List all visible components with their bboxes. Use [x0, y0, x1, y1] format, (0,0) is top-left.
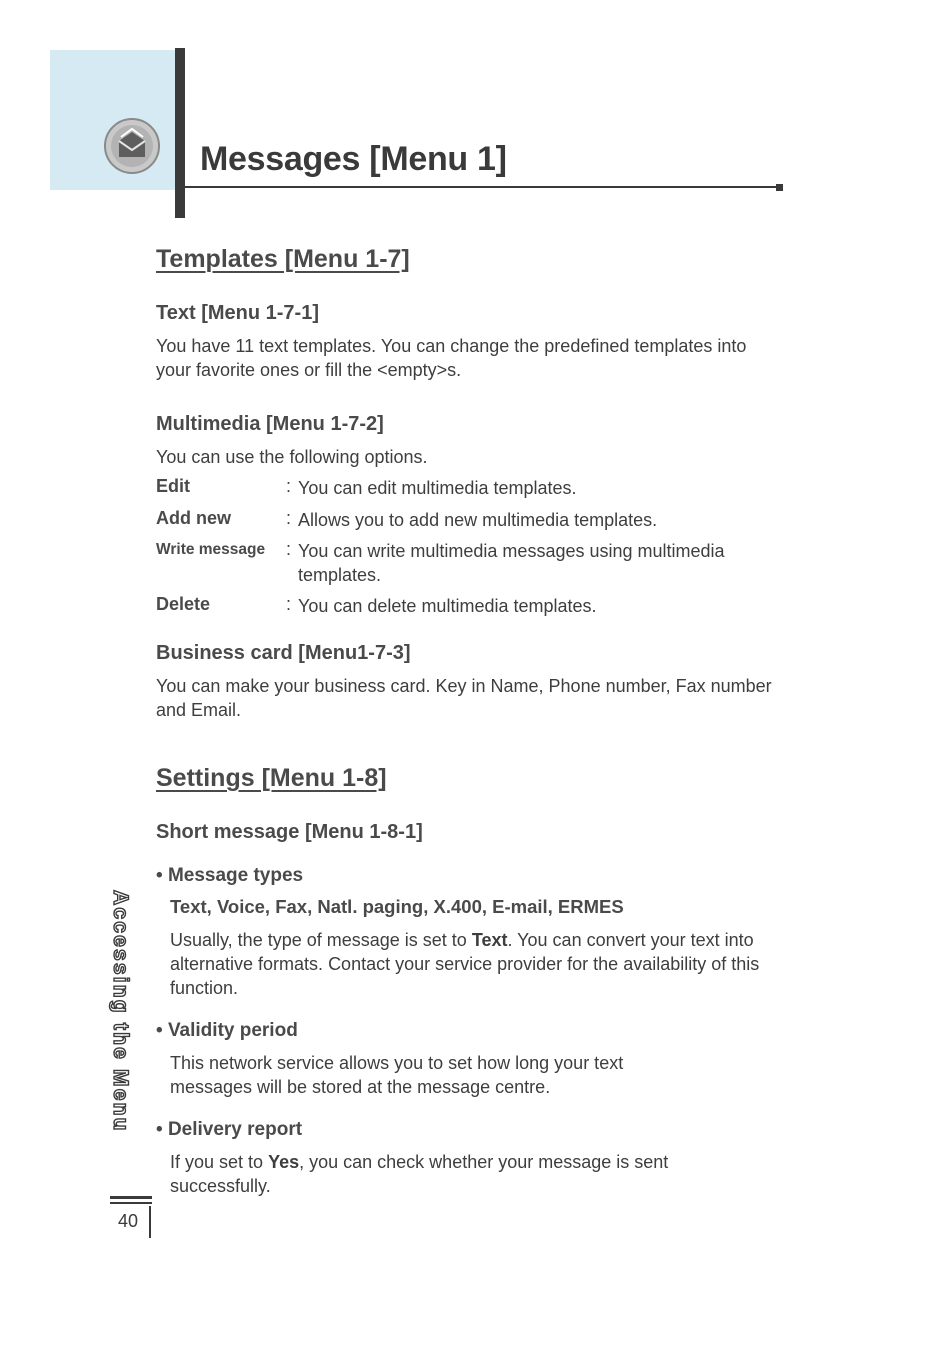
- delivery-report-body-bold: Yes: [268, 1152, 300, 1172]
- bullet-dot: •: [156, 865, 163, 886]
- bullet-delivery-report: [156, 1119, 302, 1141]
- delivery-report-body-post: , you can check whether your message is sent successfully.: [170, 1152, 669, 1196]
- validity-period-label: Validity period: [167, 1020, 298, 1041]
- settings-heading: Settings [Menu 1-8]: [156, 764, 387, 792]
- bullet-message-types: [156, 865, 303, 887]
- templates-heading: Templates [Menu 1-7]: [156, 245, 410, 273]
- option-term-delete: Delete: [156, 594, 211, 614]
- delivery-report-body-pre: If you set to: [170, 1152, 269, 1172]
- option-desc-edit: You can edit multimedia templates.: [298, 478, 577, 498]
- message-types-list: Text, Voice, Fax, Natl. paging, X.400, E-mail, ERMES: [170, 896, 624, 917]
- page-number-rule: [110, 1196, 152, 1199]
- business-card-heading: Business card [Menu1-7-3]: [156, 642, 411, 664]
- page-number-divider: [149, 1206, 151, 1238]
- option-colon: :: [286, 594, 292, 614]
- bullet-dot: •: [156, 1020, 163, 1041]
- option-desc-add-new: Allows you to add new multimedia templates.: [298, 510, 658, 530]
- section-side-label: Accessing the Menu: [109, 890, 132, 1133]
- option-colon: :: [286, 476, 292, 496]
- bullet-validity-period: [156, 1020, 298, 1042]
- page-number-rule-2: [110, 1202, 152, 1204]
- page-title: Messages [Menu 1]: [200, 140, 507, 178]
- option-colon: :: [286, 539, 292, 559]
- message-types-label: Message types: [167, 865, 304, 886]
- header-vertical-bar: [175, 48, 185, 218]
- option-term-add-new: Add new: [156, 508, 231, 528]
- page-number: 40: [118, 1211, 139, 1231]
- option-desc-delete: You can delete multimedia templates.: [298, 596, 597, 616]
- option-term-edit: Edit: [156, 476, 190, 496]
- text-templates-heading: Text [Menu 1-7-1]: [156, 302, 319, 324]
- multimedia-heading: Multimedia [Menu 1-7-2]: [156, 413, 384, 435]
- message-types-body: [170, 928, 780, 1000]
- header-rule: [185, 186, 780, 188]
- text-templates-body: You have 11 text templates. You can change the predefined templates into your favorite ones or fill the <empty>s.: [156, 336, 747, 380]
- envelope-icon: [103, 117, 161, 175]
- multimedia-intro: You can use the following options.: [156, 447, 428, 467]
- business-card-body: You can make your business card. Key in Name, Phone number, Fax number and Email.: [156, 676, 772, 720]
- option-term-write-message: Write message: [156, 541, 266, 558]
- validity-period-body: This network service allows you to set how long your text messages will be stored at the message centre.: [170, 1053, 624, 1097]
- header-rule-end: [776, 184, 783, 191]
- delivery-report-body: [170, 1150, 770, 1198]
- message-types-body-pre: Usually, the type of message is set to: [170, 930, 472, 950]
- delivery-report-label: Delivery report: [167, 1119, 303, 1140]
- option-desc-write-message: You can write multimedia messages using multimedia templates.: [298, 541, 725, 585]
- option-colon: :: [286, 508, 292, 528]
- short-message-heading: Short message [Menu 1-8-1]: [156, 821, 423, 843]
- bullet-dot: •: [156, 1119, 163, 1140]
- message-types-body-post: . You can convert your text into alternative formats. Contact your service provider for the availability of this function.: [170, 930, 760, 998]
- message-types-body-bold: Text: [471, 930, 508, 950]
